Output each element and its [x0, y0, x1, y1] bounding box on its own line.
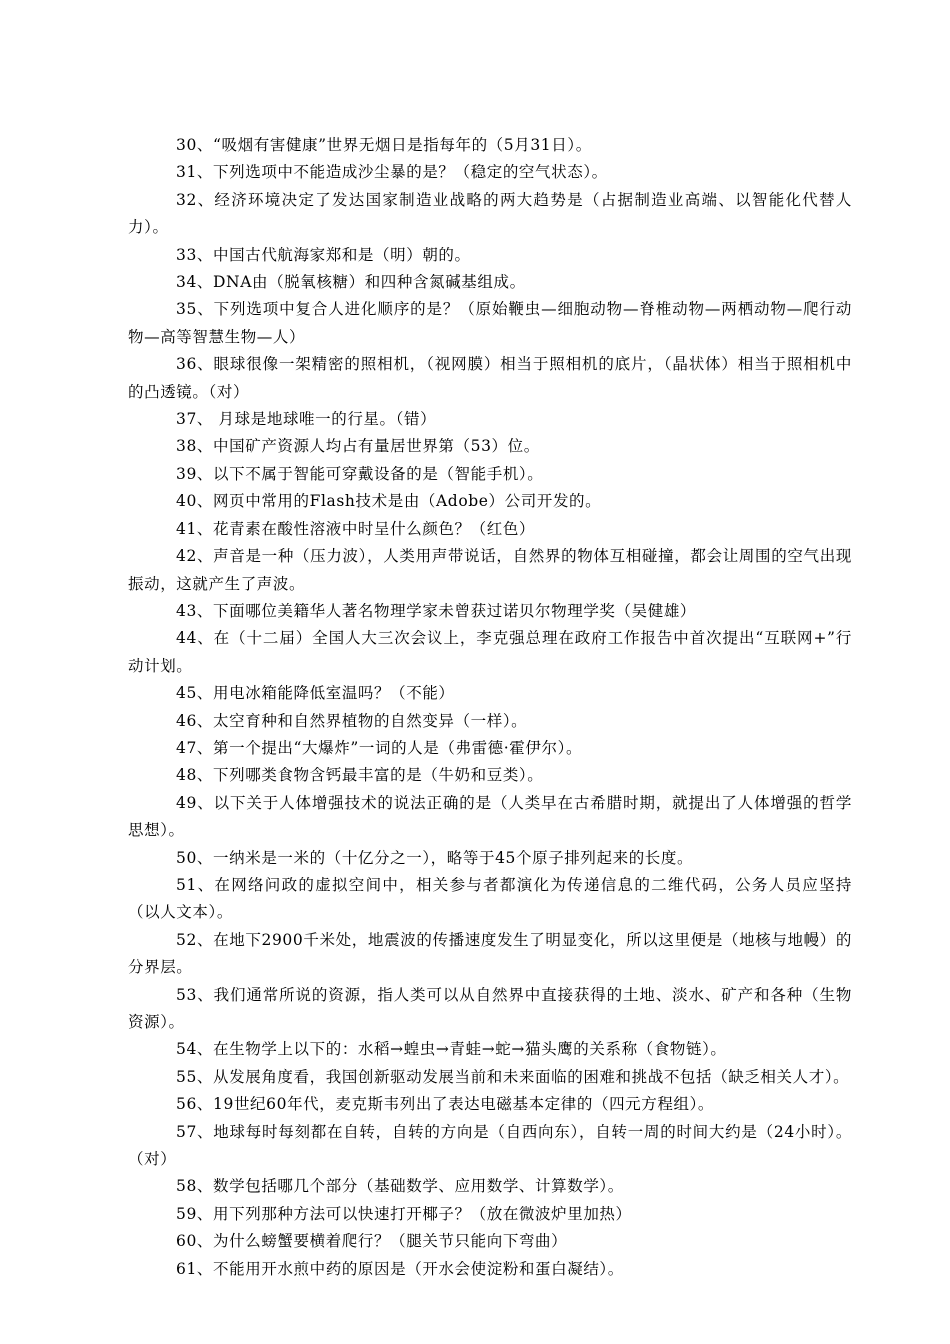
- question-60: 60、为什么螃蟹要横着爬行？（腿关节只能向下弯曲）: [176, 1232, 568, 1251]
- question-59: 59、用下列那种方法可以快速打开椰子？（放在微波炉里加热）: [176, 1204, 632, 1223]
- question-42: 42、声音是一种（压力波），人类用声带说话，自然界的物体互相碰撞，都会让周围的空气出现振动，这就产生了声波。: [128, 547, 852, 593]
- question-31: 31、下列选项中不能造成沙尘暴的是？（稳定的空气状态）。: [176, 163, 608, 182]
- question-41: 41、花青素在酸性溶液中时呈什么颜色？（红色）: [176, 519, 536, 538]
- question-37: 37、 月球是地球唯一的行星。（错）: [176, 410, 437, 429]
- question-54: 54、在生物学上以下的：水稻→蝗虫→青蛙→蛇→猫头鹰的关系称（食物链）。: [176, 1040, 727, 1059]
- question-36: 36、眼球很像一架精密的照相机，（视网膜）相当于照相机的底片，（晶状体）相当于照相机中的凸透镜。（对）: [128, 355, 852, 401]
- question-56: 56、19世纪60年代，麦克斯韦列出了表达电磁基本定律的（四元方程组）。: [176, 1095, 715, 1114]
- question-52: 52、在地下2900千米处，地震波的传播速度发生了明显变化，所以这里便是（地核与地幔）的分界层。: [128, 930, 852, 977]
- question-44: 44、在（十二届）全国人大三次会议上，李克强总理在政府工作报告中首次提出“互联网+”行动计划。: [128, 629, 852, 675]
- question-45: 45、用电冰箱能降低室温吗？（不能）: [176, 684, 455, 703]
- question-32: 32、经济环境决定了发达国家制造业战略的两大趋势是（占据制造业高端、以智能化代替人力）。: [128, 190, 852, 237]
- question-55: 55、从发展角度看，我国创新驱动发展当前和未来面临的困难和挑战不包括（缺乏相关人才）。: [176, 1067, 850, 1086]
- question-50: 50、一纳米是一米的（十亿分之一），略等于45个原子排列起来的长度。: [176, 848, 694, 867]
- question-33: 33、中国古代航海家郑和是（明）朝的。: [176, 245, 471, 264]
- question-48: 48、下列哪类食物含钙最丰富的是（牛奶和豆类）。: [176, 766, 544, 785]
- question-40: 40、网页中常用的Flash技术是由（Adobe）公司开发的。: [176, 492, 602, 511]
- question-57: 57、地球每时每刻都在自转，自转的方向是（自西向东），自转一周的时间大约是（24小时）。（对）: [128, 1122, 852, 1169]
- question-49: 49、以下关于人体增强技术的说法正确的是（人类早在古希腊时期，就提出了人体增强的哲学思想）。: [128, 793, 852, 840]
- question-43: 43、下面哪位美籍华人著名物理学家未曾获过诺贝尔物理学奖（吴健雄）: [176, 601, 697, 620]
- question-list: [128, 132, 852, 1283]
- question-34: 34、DNA由（脱氧核糖）和四种含氮碱基组成。: [176, 273, 526, 292]
- question-30: 30、“吸烟有害健康”世界无烟日是指每年的（5月31日）。: [176, 136, 592, 154]
- question-53: 53、我们通常所说的资源，指人类可以从自然界中直接获得的土地、淡水、矿产和各种（生物资源）。: [128, 985, 852, 1031]
- question-51: 51、在网络问政的虚拟空间中，相关参与者都演化为传递信息的二维代码，公务人员应坚持（以人文本）。: [128, 875, 852, 922]
- question-47: 47、第一个提出“大爆炸”一词的人是（弗雷德·霍伊尔）。: [176, 738, 583, 757]
- question-35: 35、下列选项中复合人进化顺序的是？（原始鞭虫—细胞动物—脊椎动物—两栖动物—爬行动物—高等智慧生物—人）: [128, 300, 852, 346]
- question-58: 58、数学包括哪几个部分（基础数学、应用数学、计算数学）。: [176, 1177, 624, 1196]
- question-39: 39、以下不属于智能可穿戴设备的是（智能手机）。: [176, 464, 544, 483]
- question-38: 38、中国矿产资源人均占有量居世界第（53）位。: [176, 437, 540, 456]
- question-61: 61、不能用开水煎中药的原因是（开水会使淀粉和蛋白凝结）。: [176, 1259, 624, 1278]
- question-46: 46、太空育种和自然界植物的自然变异（一样）。: [176, 711, 528, 730]
